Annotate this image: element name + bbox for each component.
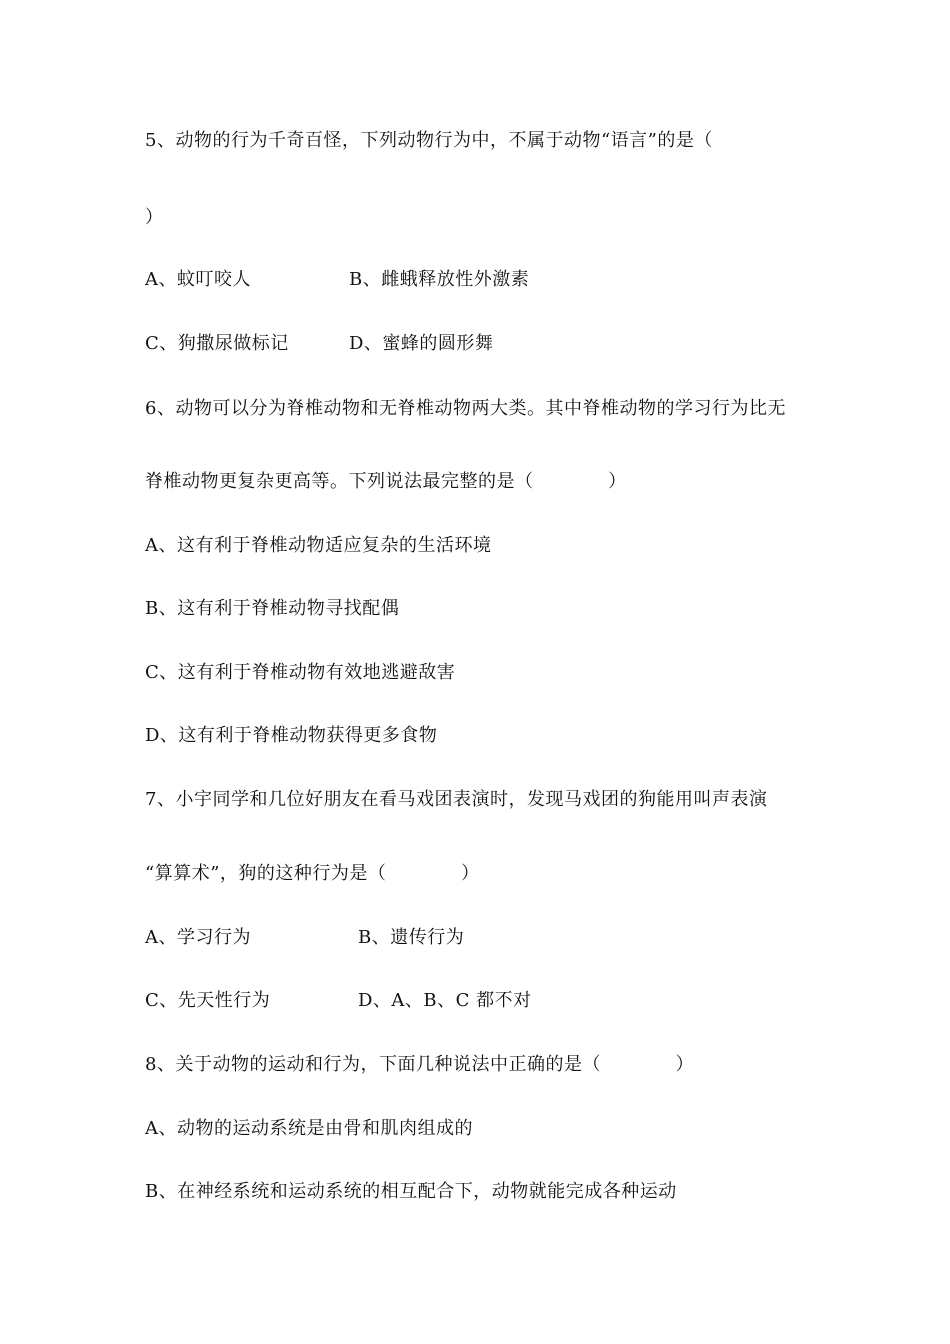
q6-stem-line1: 6、动物可以分为脊椎动物和无脊椎动物两大类。其中脊椎动物的学习行为比无 — [145, 398, 786, 419]
q8-stem-line1: 8、关于动物的运动和行为，下面几种说法中正确的是（ ） — [145, 1054, 695, 1075]
q5-option-c: C、狗撒尿做标记 — [145, 333, 289, 354]
q5-option-a: A、蚊叮咬人 — [145, 269, 251, 290]
q7-option-b: B、遗传行为 — [358, 927, 465, 948]
q7-stem-line2: “算算术”，狗的这种行为是（ ） — [145, 863, 480, 884]
q8-option-a: A、动物的运动系统是由骨和肌肉组成的 — [145, 1118, 473, 1139]
q8-option-b: B、在神经系统和运动系统的相互配合下，动物就能完成各种运动 — [145, 1181, 677, 1202]
q7-stem-line1: 7、小宇同学和几位好朋友在看马戏团表演时，发现马戏团的狗能用叫声表演 — [145, 789, 768, 810]
q6-stem-line2: 脊椎动物更复杂更高等。下列说法最完整的是（ ） — [145, 471, 627, 492]
q6-option-b: B、这有利于脊椎动物寻找配偶 — [145, 598, 400, 619]
q7-option-d: D、A、B、C 都不对 — [358, 990, 532, 1011]
q5-stem-line1: 5、动物的行为千奇百怪，下列动物行为中，不属于动物“语言”的是（ — [145, 130, 713, 151]
q7-option-a: A、学习行为 — [145, 927, 251, 948]
q6-option-a: A、这有利于脊椎动物适应复杂的生活环境 — [145, 535, 492, 556]
q7-option-c: C、先天性行为 — [145, 990, 271, 1011]
q5-stem-line2: ） — [145, 207, 164, 228]
q6-option-c: C、这有利于脊椎动物有效地逃避敌害 — [145, 662, 456, 683]
q5-option-b: B、雌蛾释放性外激素 — [349, 269, 530, 290]
q6-option-d: D、这有利于脊椎动物获得更多食物 — [145, 725, 438, 746]
q5-option-d: D、蜜蜂的圆形舞 — [349, 333, 494, 354]
